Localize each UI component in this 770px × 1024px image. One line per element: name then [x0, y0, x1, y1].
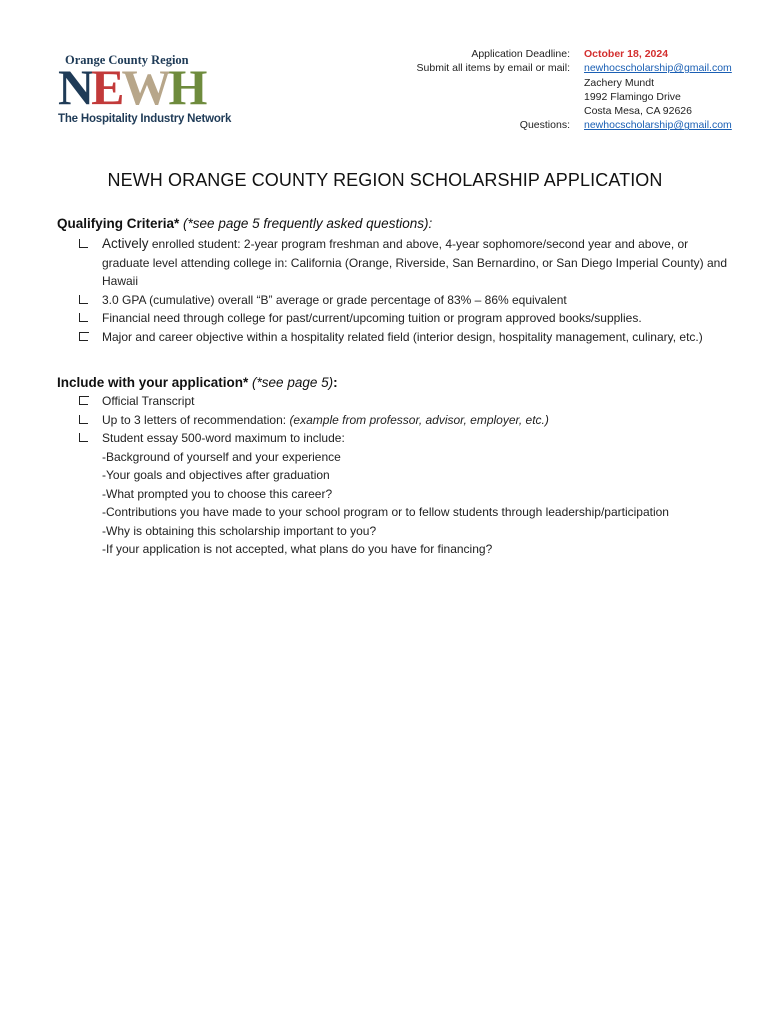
- info-values: [584, 47, 732, 133]
- checkbox-icon[interactable]: [79, 415, 88, 424]
- essay-point: -Background of yourself and your experience: [102, 449, 341, 464]
- checkbox-icon[interactable]: [79, 332, 88, 341]
- essay-point: -Your goals and objectives after graduation: [102, 468, 330, 482]
- include-item-text: Up to 3 letters of recommendation:: [102, 412, 290, 427]
- criteria-heading-note: (*see page 5 frequently asked questions):: [183, 216, 433, 231]
- newh-logo: [58, 53, 232, 129]
- criteria-item-text: Major and career objective within a hospitality related field (interior design, hospitality management, culinary, etc.): [102, 329, 703, 344]
- essay-point: -Why is obtaining this scholarship important to you?: [102, 523, 377, 538]
- criteria-item-text: enrolled student: 2-year program freshman and above, 4-year sophomore/second year and above, or graduate level attending college in: California (Orange, Riverside, San Bernardino, or San Diego Imperial County) and Hawaii: [102, 237, 728, 288]
- include-item-note: (example from professor, advisor, employer, etc.): [289, 412, 549, 427]
- include-item-text: Student essay 500-word maximum to include:: [102, 431, 345, 445]
- criteria-item: [75, 291, 735, 310]
- essay-point: -What prompted you to choose this career?: [102, 486, 333, 501]
- deadline-label: Application Deadline:: [471, 48, 570, 60]
- questions-email-link[interactable]: newhocscholarship@gmail.com: [584, 119, 732, 132]
- address-street: 1992 Flamingo Drive: [584, 90, 681, 103]
- deadline-value: October 18, 2024: [584, 48, 669, 60]
- criteria-item-text: 3.0 GPA (cumulative) overall “B” average or grade percentage of 83% – 86% equivalent: [102, 292, 567, 307]
- essay-point: -Contributions you have made to your school program or to fellow students through leadership/participation: [102, 505, 669, 519]
- logo-letter-w: W: [121, 59, 169, 115]
- criteria-item: [75, 309, 735, 328]
- criteria-heading: [57, 216, 432, 231]
- include-item: [75, 411, 735, 430]
- submit-email-link[interactable]: newhocscholarship@gmail.com: [584, 62, 732, 75]
- logo-letter-n: N: [58, 59, 92, 115]
- logo-letter-e: E: [91, 59, 122, 115]
- checkbox-icon[interactable]: [79, 433, 88, 442]
- include-item-text: Official Transcript: [102, 394, 195, 408]
- criteria-heading-text: Qualifying Criteria*: [57, 216, 180, 231]
- address-city: Costa Mesa, CA 92626: [584, 105, 692, 118]
- logo-region-text: Orange County Region: [65, 53, 189, 67]
- criteria-item: [75, 328, 735, 347]
- checkbox-icon[interactable]: [79, 239, 88, 248]
- include-item: [75, 392, 735, 411]
- include-heading-colon: :: [333, 375, 338, 390]
- address-name: Zachery Mundt: [584, 76, 655, 89]
- questions-label: Questions:: [519, 119, 570, 132]
- checkbox-icon[interactable]: [79, 313, 88, 322]
- include-heading: [57, 375, 338, 390]
- logo-letter-h: H: [168, 59, 205, 115]
- info-labels: [417, 47, 570, 133]
- criteria-item-lead: Actively: [102, 236, 149, 251]
- page-title: NEWH ORANGE COUNTY REGION SCHOLARSHIP APPLICATION: [107, 170, 663, 190]
- submit-label: Submit all items by email or mail:: [416, 62, 570, 75]
- checkbox-icon[interactable]: [79, 295, 88, 304]
- include-item: [75, 429, 735, 448]
- essay-point: -If your application is not accepted, what plans do you have for financing?: [102, 542, 493, 556]
- include-heading-text: Include with your application*: [57, 375, 249, 390]
- criteria-item: [75, 235, 735, 291]
- criteria-item-text: Financial need through college for past/current/upcoming tuition or program approved books/supplies.: [102, 311, 642, 325]
- logo-tagline: The Hospitality Industry Network: [58, 113, 232, 125]
- include-list: [75, 392, 735, 559]
- criteria-list: [75, 235, 735, 346]
- checkbox-icon[interactable]: [79, 396, 88, 405]
- include-heading-note: (*see page 5): [252, 375, 334, 390]
